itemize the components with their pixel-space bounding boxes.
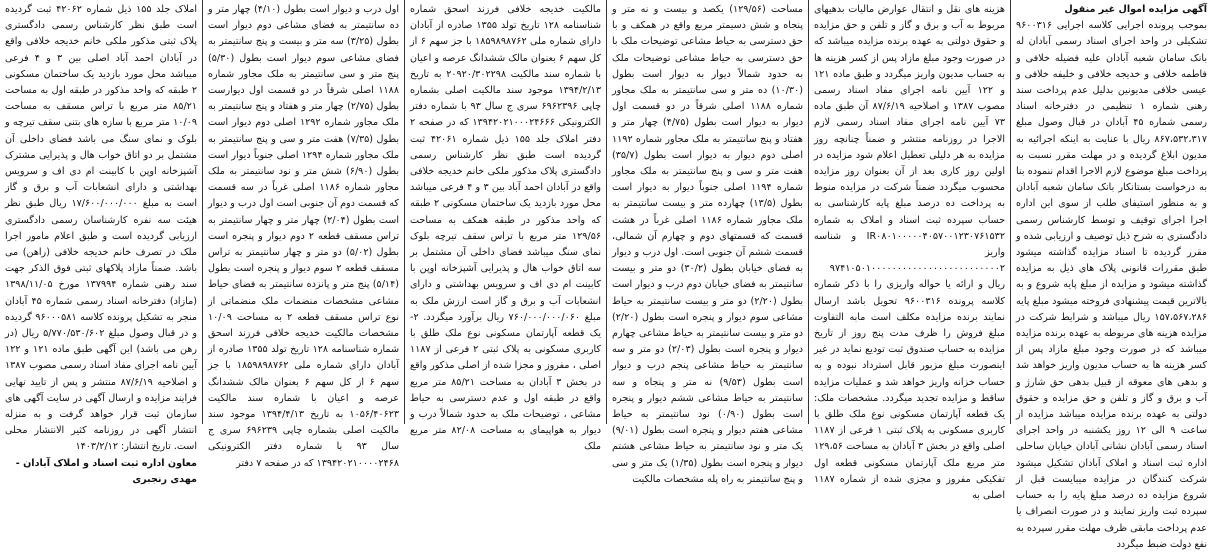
column-3 [606,0,808,485]
column-text: مالکیت خدیجه خلافی فرزند اسحق شماره شناسنامه ۱۲۸ تاریخ تولد ۱۳۵۵ صادره از آبادان دارای شماره ملی ۱۸۵۹۸۹۸۷۶۲ با جز سهم ۶ از کل سهم ۶ بعنوان مالک ششدانگ عرصه و اعیان با شماره سند مالکیت ۲۰۹۲۰/۳۰۲۲۹۸ به تاریخ ۱۳۹۴/۲/۱۳ موجود سند مالکیت اصلی بشماره چاپی ۶۹۶۲۳۹۶ سری ج سال ۹۳ با شماره دفتر الکترونیکی ۱۳۹۴۲۰۲۱۰۰۰۲۴۶۶۶ که در صفحه ۲ دفتر املاک جلد ۱۵۵ ذیل شماره ۴۲۰۶۱ ثبت گردیده است طبق نظر کارشناس رسمی دادگستری پلاک مذکور ملکی خانم خدیجه خلافی واقع در آبادان احمد آباد بین ۳ و ۴ فرعی میباشد محل مورد بازدید یک ساختمان مسکونی ۲ طبقه که واحد مذکور در طبقه همکف به مساحت ۱۲۹/۵۶ متر مربع با تراس سقف تیرچه بلوک نمای سنگ میباشد فضای داخلی آن مشتمل بر سه اتاق خواب هال و پذیرایی آشپزخانه اوپن با کابینت ام دی اف و سرویس بهداشتی و دارای انشعابات آب و برق و گاز است ارزش ملک به مبلغ ۷۶۰/۰۰۰/۰۰۰/۰۶۰ ریال برآورد میگردد. ۲- یک قطعه آپارتمان مسکونی نوع ملک طلق با کاربری مسکونی به پلاک ثبتی ۲ فرعی از ۱۱۸۷ اصلی ، مفروز و مجزا شده از اصلی مذکور واقع در بخش ۳ آبادان به مساحت ۸۵/۲۱ متر مربع واقع در طبقه اول و عدم دسترسی به حیاط مشاعی ، توضیحات ملک به حدود شمالاً درب و دیوار به هواپیمای به مساحت ۸۲/۰۸ متر مربع ملک [410,4,602,453]
column-2 [808,0,1010,502]
column-body: املاک جلد ۱۵۵ ذیل شماره ۴۲۰۶۲ ثبت گردیده است طبق نظر کارشناس رسمی دادگستری پلاک ثبتی مذکور ملکی خانم خدیجه خلافی واقع در آبادان احمد آباد اصلی بین ۳ و ۴ فرعی میباشد محل مورد بازدید یک ساختمان مسکونی ۲ طبقه که واحد مذکور در طبقه اول به مساحت ۸۵/۲۱ متر مربع با تراس مسقف به مساحت ۱۰/۰۹ متر مربع با سازه های بتنی سقف تیرچه و بلوک و نمای سنگ می باشد فضای داخلی آن مشتمل بر دو اتاق خواب هال و پذیرایی مشترک آشپزخانه اوپن با کابینت ام دی اف و سرویس بهداشتی و دارای انشعابات آب و برق و گاز است به مبلغ ۱۷/۶۰۰/۰۰۰/۰۰۰ ریال طبق نظر هیئت سه نفره کارشناسان رسمی دادگستری ارزیابی گردیده است و طبق اعلام مامور اجرا ملک در تصرف خانم خدیجه خلافی (راهن) می باشد. ضمناً مازاد پلاکهای ثبتی فوق الذکر جهت سند رهنی شماره ۱۳۷۹۹۴ مورخ ۱۳۹۸/۱۱/۰۵ (مازاد) دفترخانه اسناد رسمی شماره ۴۵ آبادان منجر به تشکیل پرونده کلاسه ۹۶۰۰۰۵۸۱ گردیده و در قبال وصول مبلغ ۵/۷۷۰/۵۳۰/۶۰۲ ریال (در رهن می باشد) این آگهی طبق ماده ۱۲۱ و ۱۲۲ آیین نامه اجرای مفاد اسناد رسمی مصوب ۱۳۸۷ و اصلاحیه ۸۷/۶/۱۹ منتشر و پس از تایید نهایی فرایند مزایده و ارسال آگهی در سایت آگهی های سازمان ثبت قرار خواهد گرفت و به منزله انتشار آگهی در روزنامه کثیر الانتشار محلی است. تاریخ انتشار: ۱۴۰۳/۲/۱۲ [5,4,198,453]
column-text: مساحت (۱۲۹/۵۶) یکصد و بیست و نه متر و پنجاه و شش دسیمتر مربع واقع در همکف و با حق دسترسی به حیاط مشاعی توضیحات ملک با حق دسترسی به حیاط مشاعی توضیحات ملک به حدود شمالاً دیوار به دیوار است بطول (۱۰/۳۰) ده متر و سی سانتیمتر به ملک مجاور شماره ۱۱۸۸ اصلی شرقاً در دو قسمت اول دیوار به دیوار است بطول (۴/۷۵) چهار متر و هفتاد و پنج سانتیمتر به ملک مجاور شماره ۱۱۹۲ اصلی دوم دیوار به دیوار است بطول (۳۵/۷) هفت متر و سی و پنج سانتیمتر به ملک مجاور شماره ۱۱۹۴ اصلی جنوباً دیوار به دیوار است بطول (۱۳/۵) چهارده متر و بیست سانتیمتر به ملک مجاور شماره ۱۱۸۶ اصلی غرباً در هشت قسمت که قسمتهای دوم و چهارم آن شمالی، قسمت ششم آن جنوبی است. اول درب و دیوار به فضای خیابان بطول (۳۰/۲) دو متر و بیست سانتیمتر به فضای خیابان دوم درب و دیوار است بطول (۲/۲۰) دو متر و بیست سانتیمتر به حیاط مشاعی سوم دیوار و پنجره است بطول (۲/۲۰) دو متر و بیست سانتیمتر به حیاط مشاعی چهارم دیوار و پنجره است بطول (۲/۰۳) دو متر و سه سانتیمتر به حیاط مشاعی پنجم درب و دیوار است بطول (۹/۵۳) نه متر و پنجاه و سه سانتیمتر به حیاط مشاعی ششم دیوار و پنجره است بطول (۰/۹۰) نود سانتیمتر به حیاط مشاعی هفتم دیوار و پنجره است بطول (۹/۰۱) یک متر و نود سانتیمتر به حیاط مشاعی هشتم دیوار و پنجره است بطول (۱/۳۵) یک متر و سی و پنج سانتیمتر به راه پله مشخصات مالکیت [612,4,804,485]
column-body: بموجب پرونده اجرایی کلاسه اجرایی ۹۶۰۰۳۱۶ تشکیلی در واحد اجرای اسناد رسمی آبادان له بانک سامان شعبه آبادان علیه فضیله خلافی و فاطمه خلافی و خدیجه خلافی و خلیفه خلافی و عیسی خلافی مدیونین بدلیل عدم پرداخت سند رهنی شماره ۱ تنظیمی در دفترخانه اسناد رسمی شماره ۴۵ آبادان در قبال وصول مبلغ ۸۶۷،۵۳۲،۳۱۷ ریال با عنایت به اینکه اجرائیه به مدیون ابلاغ گردیده و در مهلت مقرر نسبت به پرداخت مبلغ موضوع لازم الاجرا اقدام ننموده بنا به درخواست بستانکار بانک سامان شعبه آبادان و به منظور استیفای طلب از سوی این اداره اجرا اجرای توقیف و توسط کارشناس رسمی دادگستری به شرح ذیل توصیف و ارزیابی شده و مقرر گردیده تا اسناد مزایده گذاشته میشود طبق مقررات قانونی پلاک های ذیل به مزایده گذاشته میشود و مزایده از مبلغ پایه شروع و به بالاترین قیمت پیشنهادی فروخته میشود مبلغ پایه ۱۵۷،۵۶۷،۲۸۶ ریال میباشد و شرایط شرکت در مزایده هزینه های مربوطه به عهده برنده مزایده میباشد که در صورت وجود مبلغ مازاد پس از کسر هزینه ها به حساب مدیون واریز خواهد شد و بدهی های معوقه از قبیل بدهی حق شارژ و آب و برق و گاز و تلفن و حق مزایده و حقوق دولتی به عهده برنده مزایده میباشد مزایده از ساعت ۹ الی ۱۲ روز یکشنبه در واحد اجرای اسناد رسمی آبادان نشانی آبادان خیابان ساحلی اداره ثبت اسناد و املاک آبادان تشکیل میشود شرکت کنندگان در مزایده میبایست قبل از شروع مزایده ده درصد مبلغ پایه را به حساب سپرده ثبت واریز نمایند و در صورت انصراف یا عدم پرداخت مابقی ظرف مهلت مقرر سپرده به نفع دولت ضبط میگردد [1016,20,1208,550]
column-text: اول درب و دیوار است بطول (۴/۱۰) چهار متر و ده سانتیمتر به فضای مشاعی دوم دیوار است بطول (۳/۲۵) سه متر و بیست و پنج سانتیمتر به فضای مشاعی سوم دیوار است بطول (۵/۳۰) پنج متر و سی سانتیمتر به ملک مجاور شماره ۱۱۸۸ اصلی شرقاً در دو قسمت اول دیوارست بطول (۲/۷۵) چهار متر و هفتاد و پنج سانتیمتر به ملک مجاور شماره ۱۲۹۲ اصلی دوم دیوار است بطول (۷/۳۵) هفت متر و سی و پنج سانتیمتر به ملک مجاور شماره ۱۲۹۴ اصلی جنوباً دیوار است بطول (۶/۹۰) شش متر و نود سانتیمتر به ملک مجاور شماره ۱۱۸۶ اصلی غرباً در سه قسمت که قسمت دوم آن جنوبی است اول درب و دیوار است بطول (۲/۰۴) چهار متر و چهار سانتیمتر به تراس مسقف قطعه ۲ دوم دیوار و پنجره است بطول (۵/۰۲) دو متر و چهار سانتیمتر به تراس مسقف قطعه ۲ سوم دیوار و پنجره است بطول (۵/۱۴) پنج متر و پانزده سانتیمتر به فضای حیاط مشاعی مشخصات منضمات ملک منضماتی از نوع تراس مسقف قطعه ۲ به مساحت ۱۰/۰۹ مشخصات مالکیت خدیجه خلافی فرزند اسحق شماره شناسنامه ۱۲۸ تاریخ تولد ۱۳۵۵ صادره از آبادان دارای شماره ملی ۱۸۵۹۸۹۸۷۶۲ با جز سهم ۶ از کل سهم ۶ بعنوان مالک ششدانگ عرصه و اعیان با شماره سند مالکیت ۱۰۵۶/۴۰۶۲۳ به تاریخ ۱۳۹۴/۴/۱۳ موجود سند مالکیت اصلی بشماره چاپی ۶۹۶۲۳۹ سری ج سال ۹۳ با شماره دفتر الکترونیکی ۱۳۹۴۲۰۲۱۰۰۰۰۲۴۶۸ که در صفحه ۷ دفتر [208,4,400,469]
signature: معاون اداره ثبت اسناد و املاک آبادان - مهدی رنجبری [15,457,197,485]
notice-heading: آگهی مزایده اموال غیر منقول [1064,4,1207,15]
column-4 [404,0,606,453]
column-text: هزینه های نقل و انتقال عوارض مالیات بدهیهای مربوط به آب و برق و گاز و تلفن و حق مزایده و حقوق دولتی به عهده برنده مزایده میباشد که در صورت وجود مبلغ مازاد پس از کسر هزینه ها به حساب مدیون واریز میگردد و طبق ماده ۱۲۱ و ۱۲۲ آیین نامه اجرای مفاد اسناد رسمی مصوب ۱۳۸۷ و اصلاحیه ۸۷/۶/۱۹ آن طبق ماده ۷۳ آیین نامه اجرای مفاد اسناد رسمی لازم الاجرا در روزنامه منتشر و ضمناً چنانچه روز مزایده به هر دلیلی تعطیل اعلام شود مزایده در اولین روز کاری بعد از آن بعنوان روز مزایده محسوب میگردد ضمناً شرکت در مزایده منوط به پرداخت ده درصد مبلغ پایه کارشناسی به حساب سپرده ثبت اسناد و املاک به شماره IR۰۸۰۱۰۰۰۰۰۴۰۵۷۰۰۱۲۳۰۷۶۱۵۳۲ و شناسه واریز ۹۷۴۱۰۵۰۱۰۰۰۰۰۰۰۰۰۰۰۰۰۰۰۰۰۰۰۰۰۰۰۰۰۲ ریال و ارائه یا حواله واریزی را با ذکر شماره کلاسه پرونده ۹۶۰۰۳۱۶ تحویل باشد ارسال نمایند برنده مزایده مکلف است مابه التفاوت مبلغ فروش را ظرف مدت پنج روز از تاریخ مزایده به حساب صندوق ثبت تودیع نماید در غیر اینصورت مبلغ مزبور قابل استرداد نبوده و به حساب خزانه واریز خواهد شد و عملیات مزایده ساقط و مزایده تجدید میگردد. مشخصات ملک: یک قطعه آپارتمان مسکونی نوع ملک طلق با کاربری مسکونی به پلاک ثبتی ۱ فرعی از ۱۱۸۷ اصلی واقع در بخش ۳ آبادان به مساحت ۱۲۹،۵۶ متر مربع ملک آپارتمان مسکونی قطعه اول تفکیکی مفروز و مجزی شده از شماره ۱۱۸۷ اصلی به [814,4,1005,502]
column-1 [1010,0,1212,550]
column-6 [0,0,202,485]
column-5 [202,0,404,469]
column-text [5,2,197,488]
column-text [1016,2,1207,553]
